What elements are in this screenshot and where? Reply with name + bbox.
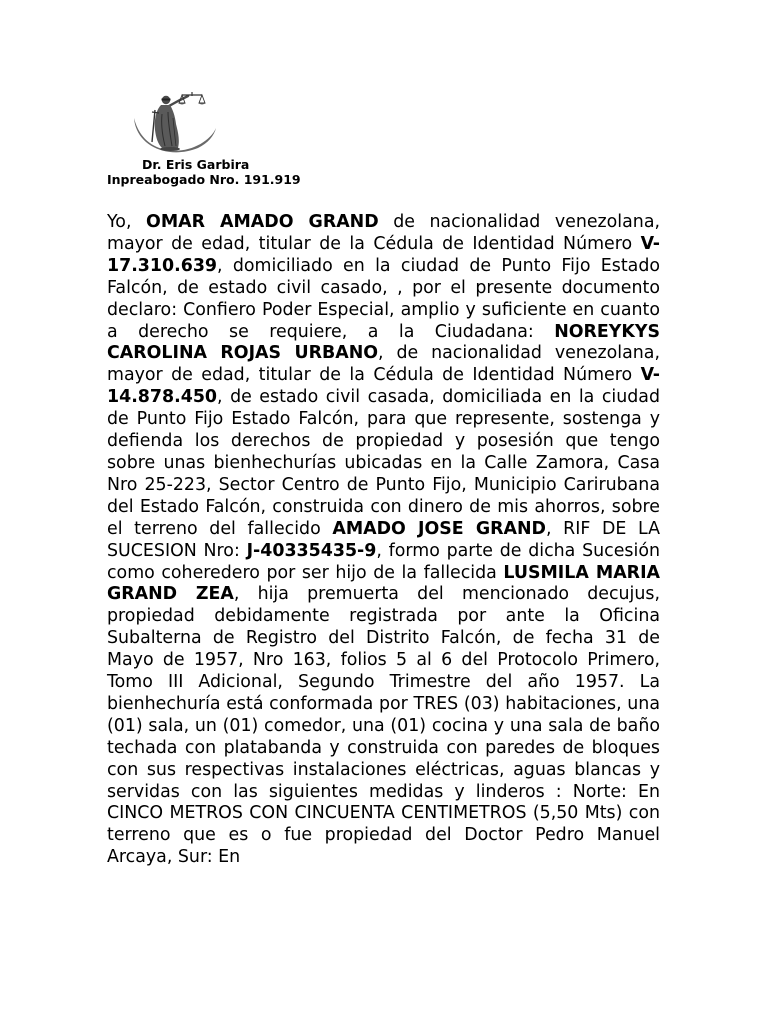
declaration-bold-segment: LUSMILA MARIA GRAND ZEA — [107, 562, 660, 605]
declaration-bold-segment: V-14.878.450 — [107, 365, 660, 408]
declaration-paragraph — [107, 212, 660, 869]
declaration-text-segment: , de nacionalidad venezolana, mayor de edad, titular de la Cédula de Identidad Número — [107, 343, 660, 386]
declaration-text-segment: de nacionalidad venezolana, mayor de edad, titular de la Cédula de Identidad Número — [107, 212, 660, 254]
letterhead — [107, 157, 301, 187]
declaration-bold-segment: J-40335435-9 — [246, 540, 377, 561]
declaration-text-segment: , de estado civil casada, domiciliada en la ciudad de Punto Fijo Estado Falcón, para que represente, sostenga y defienda los derechos de propiedad y posesión que tengo sobre unas bienhechurías ubicadas en la Calle Zamora, Casa Nro 25-223, Sector Centro de Punto Fijo, Municipio Carirubana del Estado Falcón, construida con dinero de mis ahorros, sobre el terreno del fallecido — [107, 387, 660, 539]
declaration-text-segment: , formo parte de dicha Sucesión como coheredero por ser hijo de la fallecida — [107, 540, 660, 583]
inpreabogado-number: Inpreabogado Nro. 191.919 — [107, 172, 301, 187]
declaration-text-segment: , RIF DE LA SUCESION Nro: — [107, 518, 660, 561]
declaration-text-segment: Yo, — [107, 212, 147, 232]
declaration-bold-segment: AMADO JOSE GRAND — [332, 518, 546, 539]
declaration-bold-segment: V-17.310.639 — [107, 233, 660, 276]
lady-justice-logo — [128, 88, 220, 158]
declaration-bold-segment: OMAR AMADO GRAND — [146, 212, 379, 232]
lawyer-name: Dr. Eris Garbira — [142, 157, 250, 172]
declaration-text-segment: , hija premuerta del mencionado decujus, propiedad debidamente registrada por ante la Oficina Subalterna de Registro del Distrito Falcón, de fecha 31 de Mayo de 1957, Nro 163, folios 5 al 6 del Protocolo Primero, Tomo III Adicional, Segundo Trimestre del año 1957. La bienhechuría está conformada por TRES (03) habitaciones, una (01) sala, un (01) comedor, una (01) cocina y una sala de baño techada con platabanda y construida con paredes de bloques con sus respectivas instalaciones eléctricas, aguas blancas y servidas con las siguientes medidas y linderos : Norte: En CINCO METROS CON CINCUENTA CENTIMETROS (5,50 Mts) con terreno que es o fue propiedad del Doctor Pedro Manuel Arcaya, Sur: En — [107, 584, 660, 868]
declaration-text-segment: , domiciliado en la ciudad de Punto Fijo Estado Falcón, de estado civil casado, , por el presente documento declaro: Confiero Poder Especial, amplio y suficiente en cuanto a derecho se requiere, a la Ciudadana: — [107, 255, 660, 342]
declaration-bold-segment: NOREYKYS CAROLINA ROJAS URBANO — [107, 321, 660, 364]
